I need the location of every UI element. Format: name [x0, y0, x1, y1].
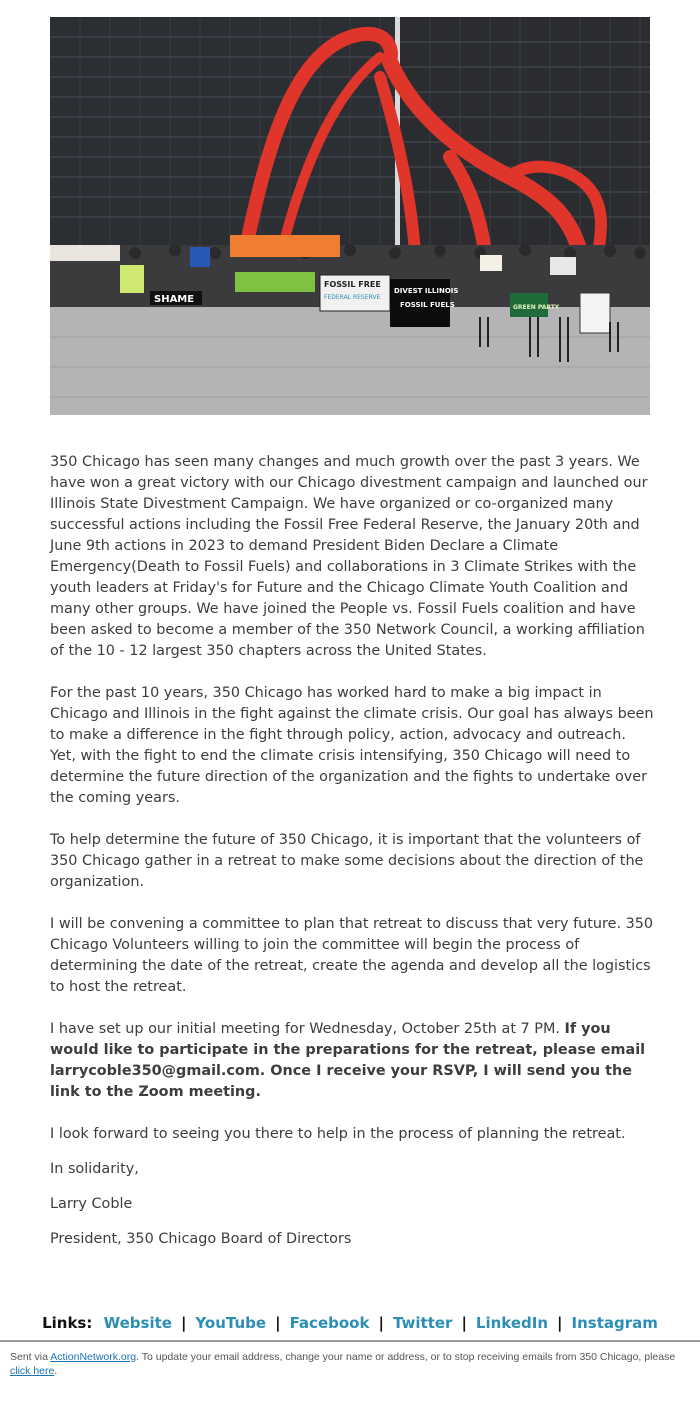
signature-title: President, 350 Chicago Board of Directors: [50, 1231, 352, 1247]
svg-text:SHAME: SHAME: [154, 294, 195, 305]
facebook-link[interactable]: Facebook: [289, 1314, 370, 1332]
svg-text:FOSSIL FREE: FOSSIL FREE: [324, 280, 381, 289]
svg-text:FOSSIL FUELS: FOSSIL FUELS: [400, 301, 455, 309]
youtube-link[interactable]: YouTube: [195, 1314, 267, 1332]
footer-notice: [10, 1350, 690, 1378]
footer-suffix: .: [54, 1365, 58, 1377]
link-separator: |: [557, 1314, 563, 1332]
twitter-link[interactable]: Twitter: [392, 1314, 453, 1332]
paragraph-ten-years: For the past 10 years, 350 Chicago has worked hard to make a big impact in Chicago and Illinois in the fight against the climate crisis. Our goal has always been to make a difference in the fight through policy, action, advocacy and outreach. Yet, with the fight to end the climate crisis intensifying, 350 Chicago will need to determine the future direction of the organization and the fights to undertake over the coming years.: [50, 685, 654, 806]
footer-middle: . To update your email address, change your name or address, or to stop receiving emails from 350 Chicago, please: [136, 1351, 676, 1363]
links-label: Links:: [42, 1314, 93, 1332]
hero-photo: [50, 17, 650, 415]
paragraph-growth: 350 Chicago has seen many changes and much growth over the past 3 years. We have won a great victory with our Chicago divestment campaign and launched our Illinois State Divestment Campaign. We have organized or co-organized many successful actions including the Fossil Free Federal Reserve, the January 20th and June 9th actions in 2023 to demand President Biden Declare a Climate Emergency(Death to Fossil Fuels) and collaborations in 3 Climate Strikes with the youth leaders at Friday's for Future and the Chicago Climate Youth Coalition and many other groups. We have joined the People vs. Fossil Fuels coalition and have been asked to become a member of the 350 Network Council, a working affiliation of the 10 - 12 largest 350 chapters across the United States.: [50, 454, 648, 659]
social-links-bar: [0, 1314, 700, 1332]
svg-text:DIVEST ILLINOIS: DIVEST ILLINOIS: [394, 287, 459, 295]
link-separator: |: [461, 1314, 467, 1332]
rsvp-instructions: If you would like to participate in the preparations for the retreat, please email larrycoble350@gmail.com. Once I receive your RSVP, I will send you the link to the Zoom meeting.: [50, 1021, 646, 1100]
closing: In solidarity,: [50, 1161, 139, 1177]
actionnetwork-link[interactable]: ActionNetwork.org: [50, 1351, 137, 1363]
signature-name: Larry Coble: [50, 1196, 133, 1212]
footer-prefix: Sent via: [10, 1351, 48, 1363]
svg-text:GREEN PARTY: GREEN PARTY: [513, 304, 560, 311]
email-body: [50, 452, 654, 1264]
link-separator: |: [180, 1314, 187, 1332]
link-separator: |: [378, 1314, 384, 1332]
meeting-date-text: I have set up our initial meeting for Wednesday, October 25th at 7 PM.: [50, 1021, 560, 1037]
unsubscribe-link[interactable]: click here: [10, 1365, 55, 1377]
instagram-link[interactable]: Instagram: [571, 1314, 658, 1332]
linkedin-link[interactable]: LinkedIn: [475, 1314, 549, 1332]
paragraph-retreat: To help determine the future of 350 Chicago, it is important that the volunteers of 350 Chicago gather in a retreat to make some decisions about the direction of the organization.: [50, 832, 644, 890]
website-link[interactable]: Website: [103, 1314, 172, 1332]
svg-text:FEDERAL RESERVE: FEDERAL RESERVE: [324, 294, 381, 301]
protest-photo-flamingo-sculpture: [50, 17, 650, 415]
paragraph-committee: I will be convening a committee to plan that retreat to discuss that very future. 350 Chicago Volunteers willing to join the committee will begin the process of determining the date of the retreat, create the agenda and develop all the logistics to host the retreat.: [50, 916, 654, 995]
link-separator: |: [275, 1314, 281, 1332]
footer-divider: [0, 1340, 700, 1342]
paragraph-meeting: [50, 1019, 654, 1103]
paragraph-look-forward: I look forward to seeing you there to help in the process of planning the retreat.: [50, 1126, 626, 1142]
